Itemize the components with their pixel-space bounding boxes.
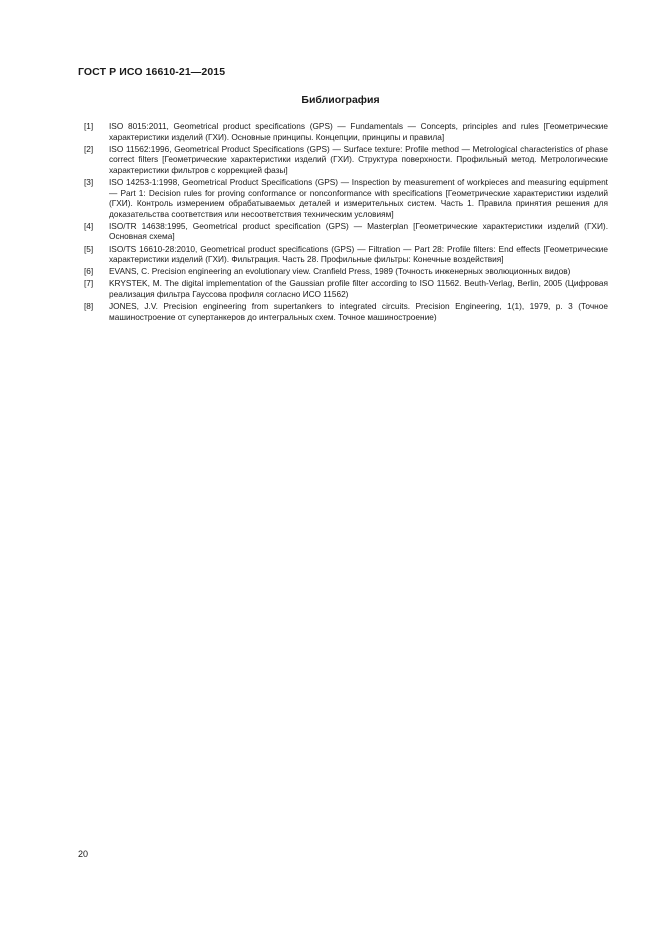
bibliography-title: Библиография [301, 94, 380, 106]
reference-number: [1] [84, 121, 94, 131]
reference-item [84, 301, 608, 322]
reference-text: ISO/TS 16610-28:2010, Geometrical product specifications (GPS) — Filtration — Part 28: Profile filters: End effects [Геометрические характеристики изделий (ГХИ). Фильтрация. Часть 28. Профильные фильтры: Конечные воздействия] [109, 243, 608, 265]
reference-number: [7] [84, 278, 94, 289]
reference-number: [6] [84, 266, 94, 277]
reference-number: [4] [84, 220, 94, 231]
reference-item [84, 177, 608, 219]
reference-item [84, 244, 608, 265]
reference-list [84, 121, 608, 324]
reference-number: [5] [84, 243, 94, 254]
reference-item [84, 221, 608, 242]
reference-number: [8] [84, 301, 94, 311]
reference-number: [2] [84, 143, 94, 154]
reference-text: ISO 8015:2011, Geometrical product specifications (GPS) — Fundamentals — Concepts, principles and rules [Геометрические характеристики изделий (ГХИ). Основные принципы. Концепции, принципы и правила] [109, 121, 608, 142]
reference-item [84, 278, 608, 299]
reference-text: JONES, J.V. Precision engineering from supertankers to integrated circuits. Precision Engineering, 1(1), 1979, p. 3 (Точное машиностроение от супертанкеров до интегральных схем. Точное машиностроение) [109, 301, 608, 322]
page-number: 20 [78, 849, 89, 859]
reference-number: [3] [84, 176, 94, 187]
reference-item [84, 144, 608, 176]
reference-item [84, 266, 608, 277]
reference-text: ISO 14253-1:1998, Geometrical Product Specifications (GPS) — Inspection by measurement of workpieces and measuring equipment — Part 1: Decision rules for proving conformance or nonconformance with specifications [Геометрические характеристики изделий (ГХИ). Контроль измерением обрабатываемых деталей и измерительных систем. Часть 1. Правила принятия решения для доказательства соответствия или несоответствия техническим условиям] [109, 176, 608, 219]
reference-text: EVANS, C. Precision engineering an evolutionary view. Cranfield Press, 1989 (Точность инженерных эволюционных видов) [109, 266, 571, 277]
reference-text: KRYSTEK, M. The digital implementation of the Gaussian profile filter according to ISO 11562. Beuth-Verlag, Berlin, 2005 (Цифровая реализация фильтра Гауссова профиля согласно ИСО 11562) [109, 278, 608, 299]
document-header: ГОСТ Р ИСО 16610-21—2015 [78, 66, 226, 78]
reference-item [84, 121, 608, 142]
reference-text: ISO 11562:1996, Geometrical Product Specifications (GPS) — Surface texture: Profile method — Metrological characteristics of phase correct filters [Геометрические характеристики изделий (ГХИ). Структура поверхности. Профильный метод. Метрологические характеристики фильтров с коррекцией фазы] [109, 143, 608, 175]
reference-text: ISO/TR 14638:1995, Geometrical product specification (GPS) — Masterplan [Геометрические характеристики изделий (ГХИ). Основная схема] [109, 220, 608, 242]
